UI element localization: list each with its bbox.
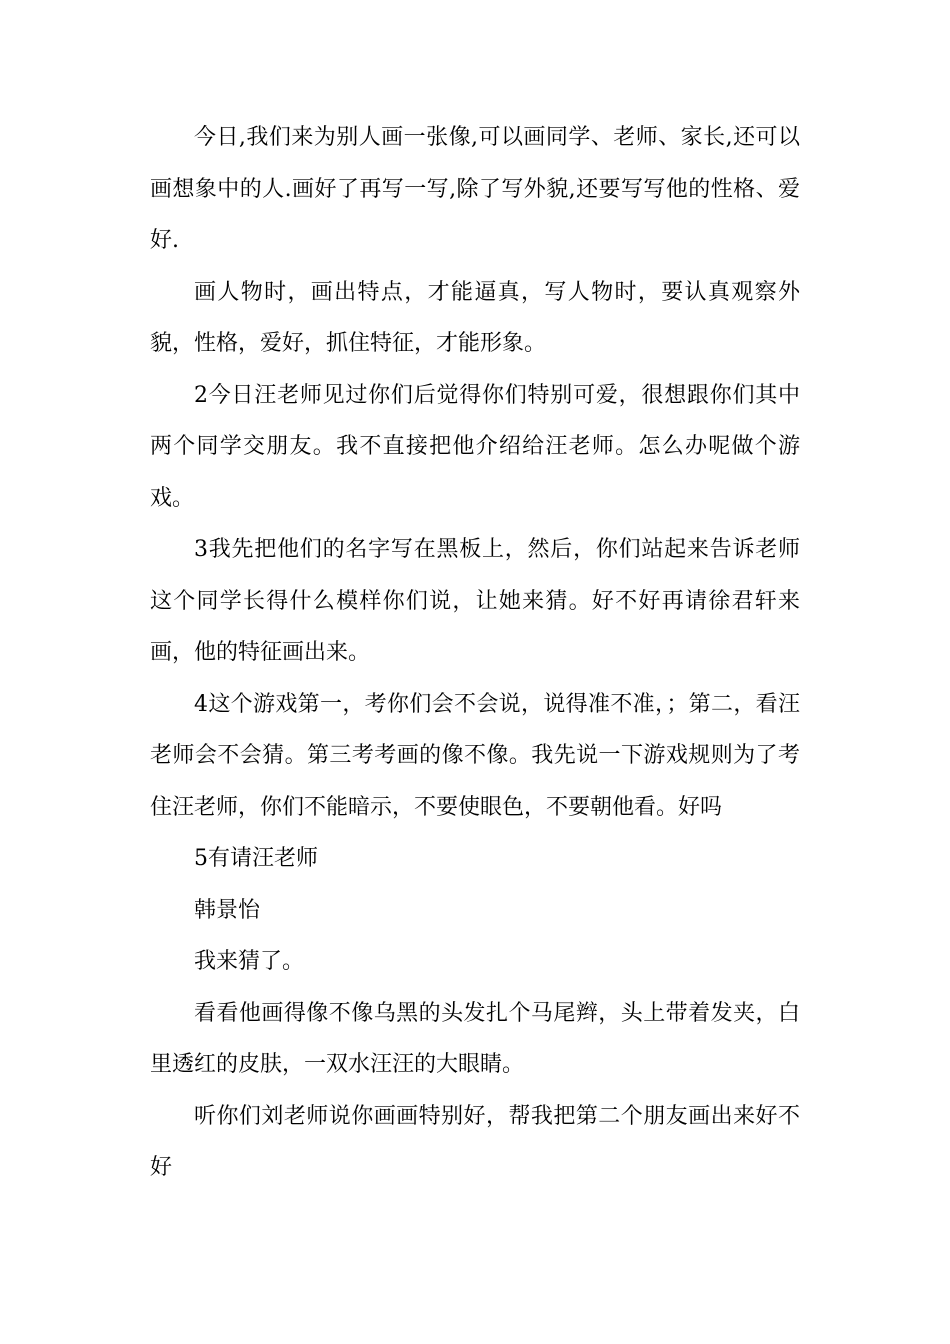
paragraph-10: 听你们刘老师说你画画特别好，帮我把第二个朋友画出来好不好 [150, 1103, 800, 1180]
paragraph-3: 2今日汪老师见过你们后觉得你们特别可爱，很想跟你们其中两个同学交朋友。我不直接把他介绍给汪老师。怎么办呢做个游戏。 [150, 382, 800, 511]
paragraph-8: 我来猜了。 [194, 949, 305, 974]
paragraph-1: 今日,我们来为别人画一张像,可以画同学、老师、家长,还可以画想象中的人.画好了再写一写,除了写外貌,还要写写他的性格、爱好. [150, 125, 800, 253]
paragraph-7: 韩景怡 [194, 897, 261, 923]
document-page [150, 112, 800, 1194]
paragraph-5: 4这个游戏第一，考你们会不会说，说得准不准，；第二，看汪老师会不会猜。第三考考画的像不像。我先说一下游戏规则为了考住汪老师，你们不能暗示，不要使眼色，不要朝他看。好吗 [150, 691, 800, 820]
paragraph-4: 3我先把他们的名字写在黑板上，然后，你们站起来告诉老师这个同学长得什么模样你们说，让她来猜。好不好再请徐君轩来画，他的特征画出来。 [150, 537, 800, 665]
paragraph-6: 5有请汪老师 [194, 846, 318, 871]
paragraph-2: 画人物时，画出特点，才能逼真，写人物时，要认真观察外貌，性格，爱好，抓住特征，才能形象。 [150, 279, 800, 356]
paragraph-9: 看看他画得像不像乌黑的头发扎个马尾辫，头上带着发夹，白里透红的皮肤，一双水汪汪的大眼睛。 [150, 1000, 800, 1077]
